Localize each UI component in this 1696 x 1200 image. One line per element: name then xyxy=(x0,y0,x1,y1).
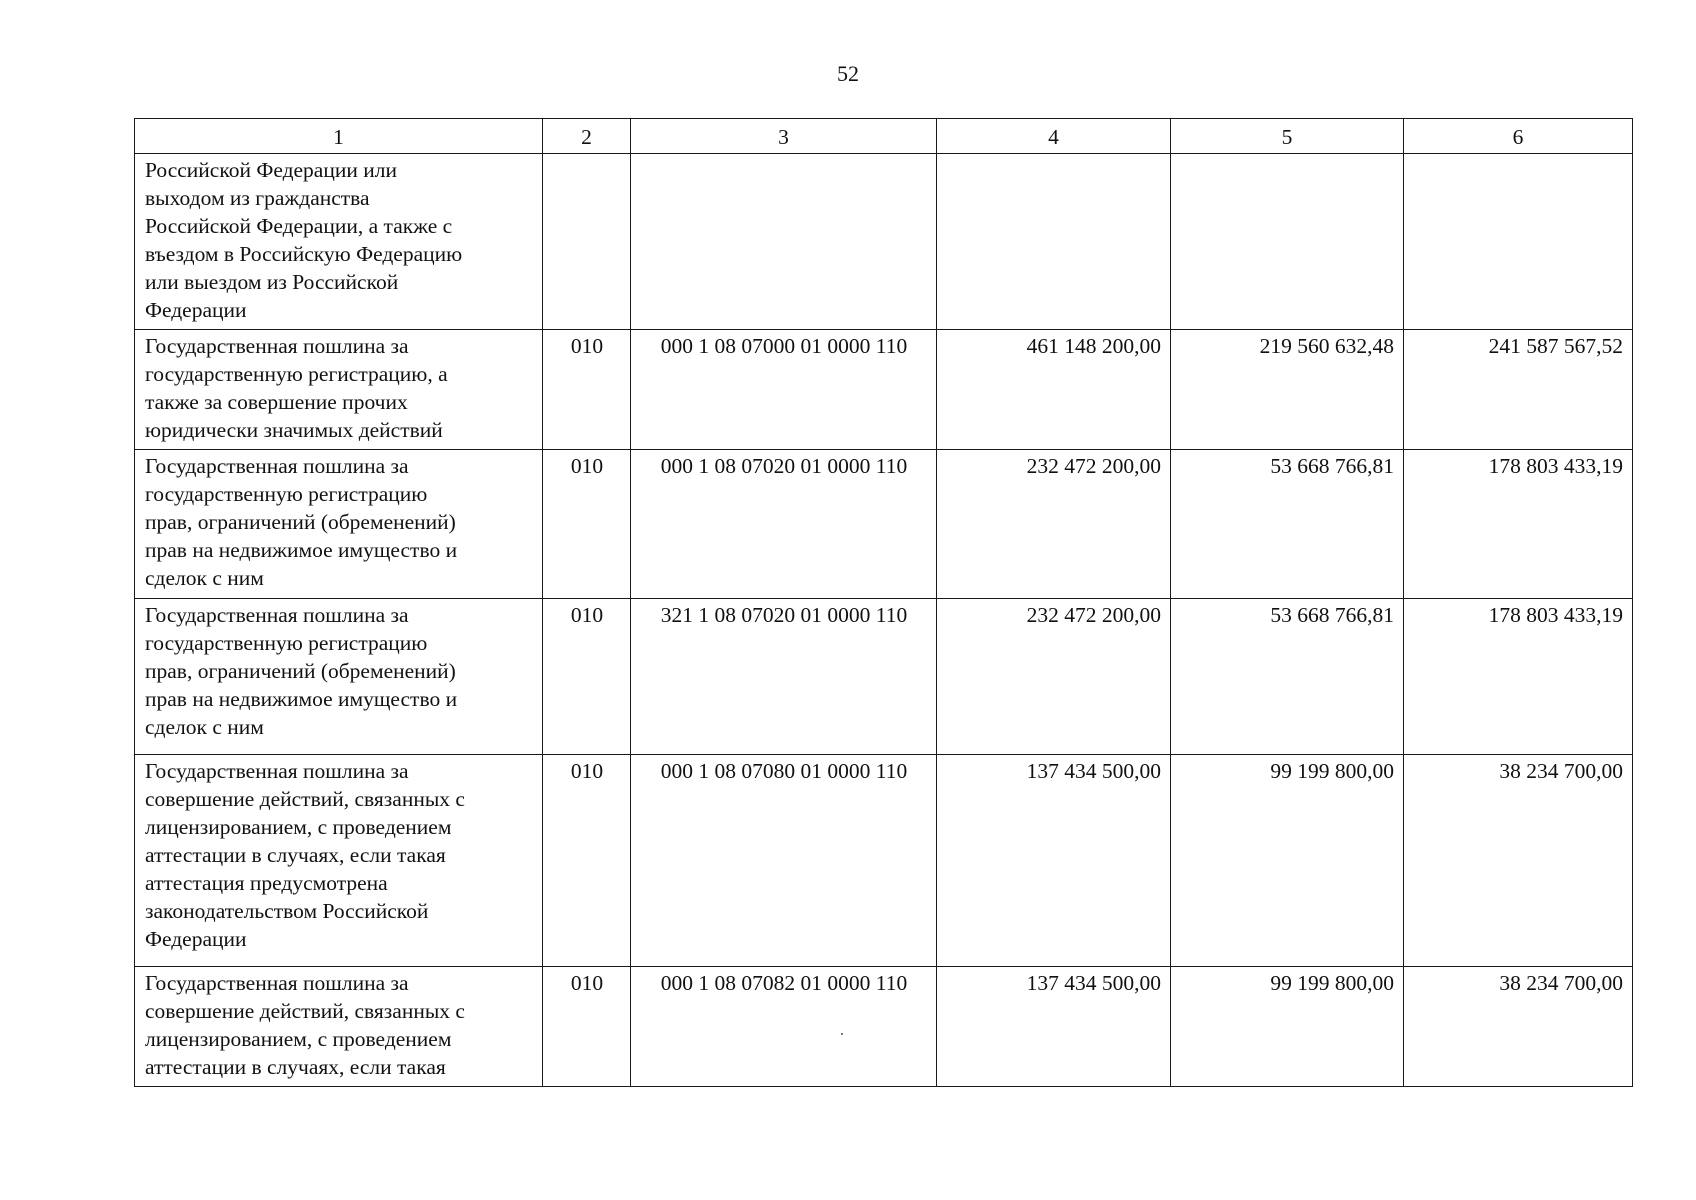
scan-speck xyxy=(841,1033,843,1035)
row-kbk-cell xyxy=(631,154,937,330)
row-approved-cell xyxy=(937,154,1171,330)
row-approved-cell: 232 472 200,00 xyxy=(937,599,1171,755)
row-name-cell xyxy=(135,599,543,755)
row-code-cell: 010 xyxy=(543,599,631,755)
row-remaining-cell xyxy=(1404,154,1633,330)
row-code-cell: 010 xyxy=(543,755,631,967)
row-executed-cell: 99 199 800,00 xyxy=(1171,755,1404,967)
row-name: Российской Федерации или выходом из гражданства Российской Федерации, а также с въездом в Российскую Федерацию или выездом из Российской Федерации xyxy=(145,158,463,322)
row-kbk-cell: 000 1 08 07020 01 0000 110 xyxy=(631,450,937,599)
row-remaining-cell: 178 803 433,19 xyxy=(1404,450,1633,599)
table-row xyxy=(135,599,1633,755)
row-code-cell: 010 xyxy=(543,967,631,1087)
table-row xyxy=(135,755,1633,967)
row-remaining-cell: 38 234 700,00 xyxy=(1404,967,1633,1087)
row-kbk-cell: 000 1 08 07000 01 0000 110 xyxy=(631,330,937,450)
table-row xyxy=(135,967,1633,1087)
row-executed-cell: 53 668 766,81 xyxy=(1171,450,1404,599)
row-executed-cell: 53 668 766,81 xyxy=(1171,599,1404,755)
row-remaining-cell: 241 587 567,52 xyxy=(1404,330,1633,450)
row-kbk-cell: 000 1 08 07082 01 0000 110 xyxy=(631,967,937,1087)
row-remaining-cell: 178 803 433,19 xyxy=(1404,599,1633,755)
header-col-4: 4 xyxy=(937,119,1171,154)
row-name: Государственная пошлина за государственную регистрацию прав, ограничений (обременений) прав на недвижимое имущество и сделок с ним xyxy=(145,603,458,739)
row-code-cell: 010 xyxy=(543,330,631,450)
page-number: 52 xyxy=(837,61,859,86)
row-name-cell xyxy=(135,755,543,967)
row-kbk-cell: 321 1 08 07020 01 0000 110 xyxy=(631,599,937,755)
table-row xyxy=(135,450,1633,599)
row-approved-cell: 232 472 200,00 xyxy=(937,450,1171,599)
row-name-cell xyxy=(135,154,543,330)
header-col-1: 1 xyxy=(135,119,543,154)
row-name-cell xyxy=(135,330,543,450)
row-name: Государственная пошлина за государственную регистрацию прав, ограничений (обременений) прав на недвижимое имущество и сделок с ним xyxy=(145,454,458,590)
row-approved-cell: 137 434 500,00 xyxy=(937,967,1171,1087)
budget-table xyxy=(134,118,1633,1087)
header-col-2: 2 xyxy=(543,119,631,154)
table-row xyxy=(135,154,1633,330)
row-executed-cell: 219 560 632,48 xyxy=(1171,330,1404,450)
row-name: Государственная пошлина за государственную регистрацию, а также за совершение прочих юридически значимых действий xyxy=(145,334,448,442)
header-col-5: 5 xyxy=(1171,119,1404,154)
row-kbk-cell: 000 1 08 07080 01 0000 110 xyxy=(631,755,937,967)
row-code-cell: 010 xyxy=(543,450,631,599)
row-name: Государственная пошлина за совершение действий, связанных с лицензированием, с проведением аттестации в случаях, если такая аттестация предусмотрена законодательством Российской Федерации xyxy=(145,759,465,951)
header-col-3: 3 xyxy=(631,119,937,154)
row-code-cell xyxy=(543,154,631,330)
row-name-cell xyxy=(135,450,543,599)
row-executed-cell xyxy=(1171,154,1404,330)
table-header-row xyxy=(135,119,1633,154)
row-remaining-cell: 38 234 700,00 xyxy=(1404,755,1633,967)
row-name-cell xyxy=(135,967,543,1087)
table-row xyxy=(135,330,1633,450)
row-executed-cell: 99 199 800,00 xyxy=(1171,967,1404,1087)
row-approved-cell: 461 148 200,00 xyxy=(937,330,1171,450)
row-name: Государственная пошлина за совершение действий, связанных с лицензированием, с проведением аттестации в случаях, если такая xyxy=(145,971,465,1079)
row-approved-cell: 137 434 500,00 xyxy=(937,755,1171,967)
header-col-6: 6 xyxy=(1404,119,1633,154)
